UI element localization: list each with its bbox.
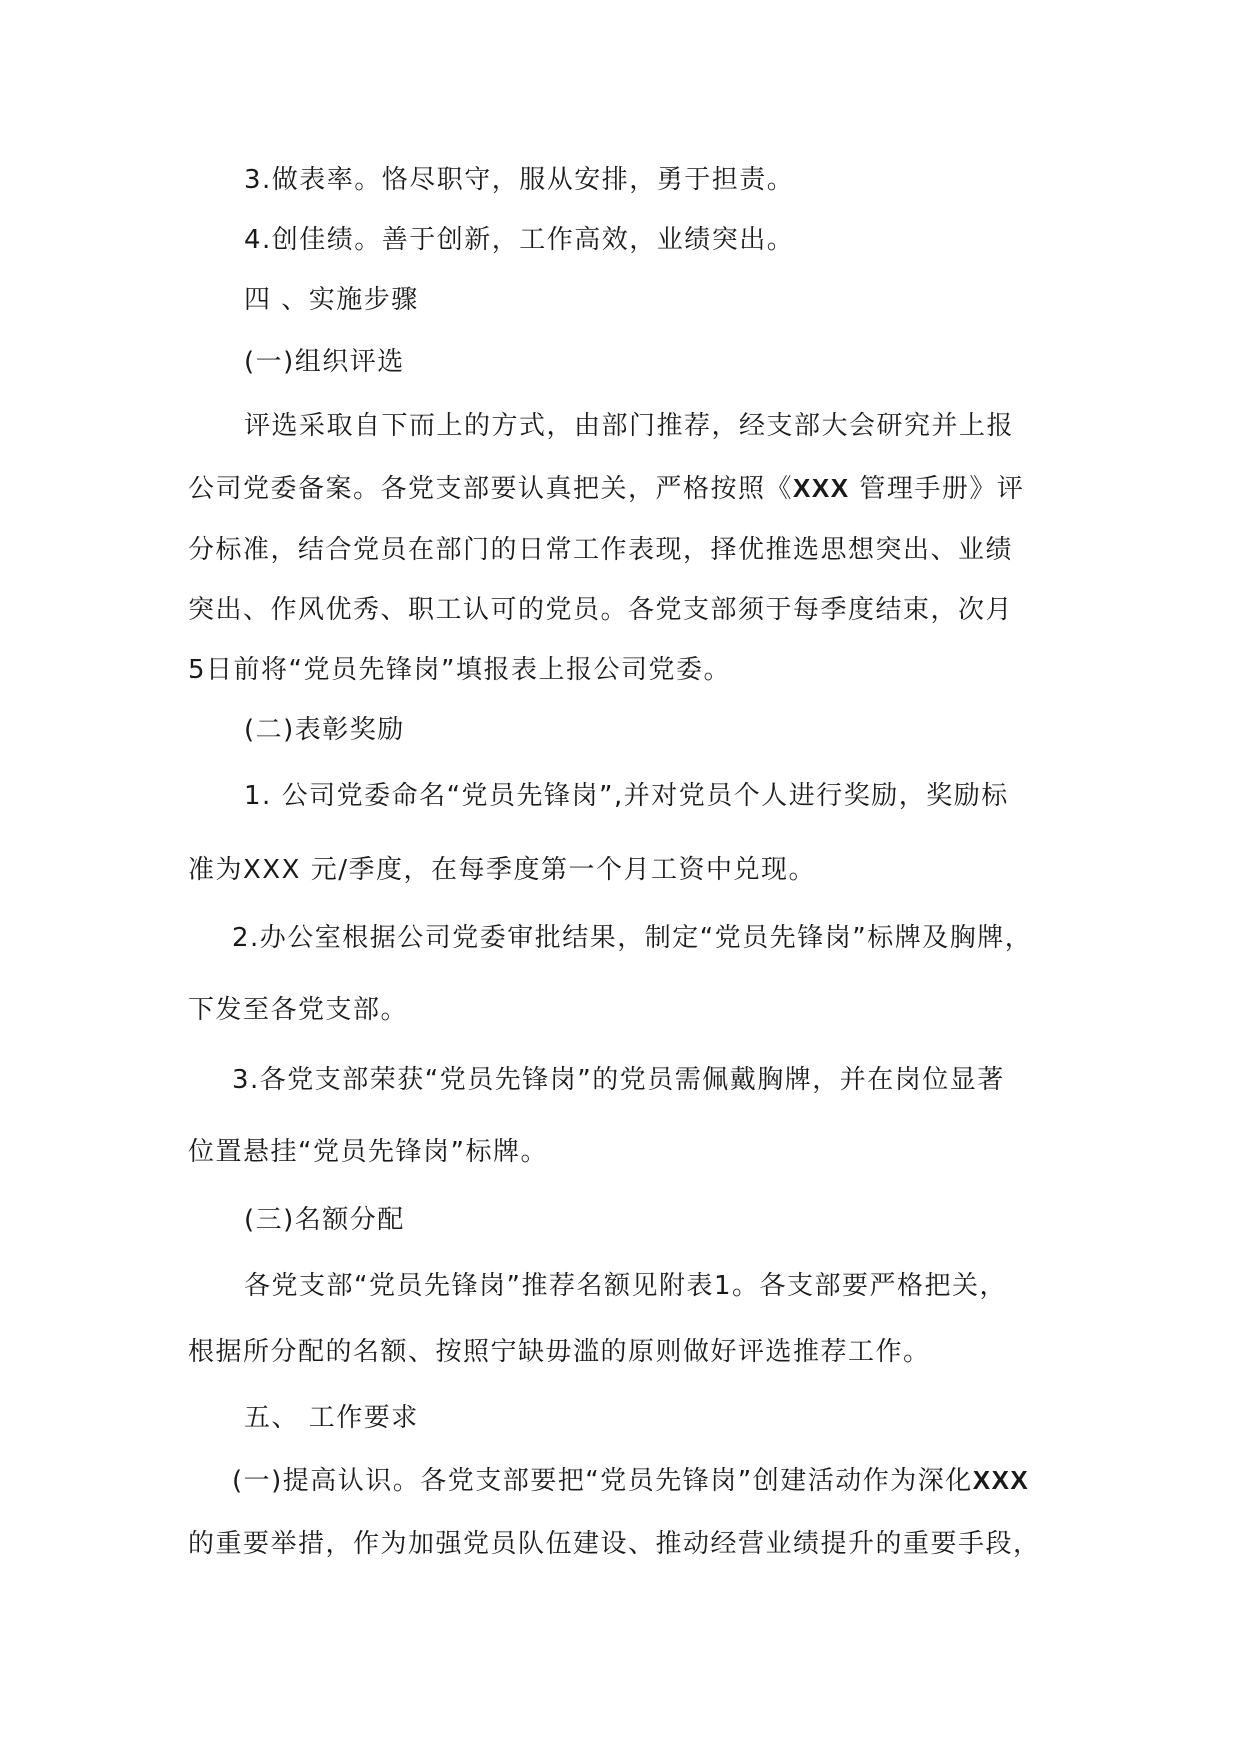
- section-heading-implementation-steps: 四 、实施步骤: [244, 285, 419, 315]
- section-heading-work-requirements: 五、 工作要求: [244, 1403, 419, 1433]
- paragraph-line: 突出、作风优秀、职工认可的党员。各党支部须于每季度结束，次月: [188, 595, 1014, 625]
- paragraph-line: 各党支部“党员先锋岗”推荐名额见附表1。各支部要严格把关，: [244, 1271, 1007, 1301]
- bold-placeholder-text: XXX: [972, 1465, 1030, 1495]
- paragraph-line: 准为XXX 元/季度，在每季度第一个月工资中兑现。: [188, 855, 816, 885]
- paragraph-line: 根据所分配的名额、按照宁缺毋滥的原则做好评选推荐工作。: [188, 1337, 931, 1367]
- paragraph-line: 下发至各党支部。: [188, 995, 409, 1025]
- subheading-quota-allocation: (三)名额分配: [244, 1205, 405, 1235]
- paragraph-line: 评选采取自下而上的方式，由部门推荐，经支部大会研究并上报: [244, 411, 1015, 441]
- paragraph-line: (一)提高认识。各党支部要把“党员先锋岗”创建活动作为深化XXX: [232, 1465, 1030, 1496]
- bold-placeholder-text: XXX: [793, 473, 850, 503]
- paragraph-line: 公司党委备案。各党支部要认真把关，严格按照《XXX 管理手册》评: [188, 473, 1025, 504]
- paragraph-line: 2.办公室根据公司党委审批结果，制定“党员先锋岗”标牌及胸牌，: [232, 923, 1033, 953]
- item-3-lead-by-example: 3.做表率。恪尽职守，服从安排，勇于担责。: [244, 165, 795, 195]
- item-4-create-achievements: 4.创佳绩。善于创新，工作高效，业绩突出。: [244, 225, 795, 255]
- subheading-organize-selection: (一)组织评选: [244, 347, 405, 377]
- paragraph-line: 1. 公司党委命名“党员先锋岗”,并对党员个人进行奖励，奖励标: [244, 781, 1009, 811]
- paragraph-line: 分标准，结合党员在部门的日常工作表现，择优推选思想突出、业绩: [188, 535, 1014, 565]
- subheading-commendation: (二)表彰奖励: [244, 715, 405, 745]
- paragraph-line: 位置悬挂“党员先锋岗”标牌。: [188, 1137, 548, 1167]
- paragraph-line: 的重要举措，作为加强党员队伍建设、推动经营业绩提升的重要手段，: [188, 1529, 1041, 1559]
- paragraph-line: 5日前将“党员先锋岗”填报表上报公司党委。: [188, 655, 731, 685]
- paragraph-line: 3.各党支部荣获“党员先锋岗”的党员需佩戴胸牌，并在岗位显著: [232, 1065, 1005, 1095]
